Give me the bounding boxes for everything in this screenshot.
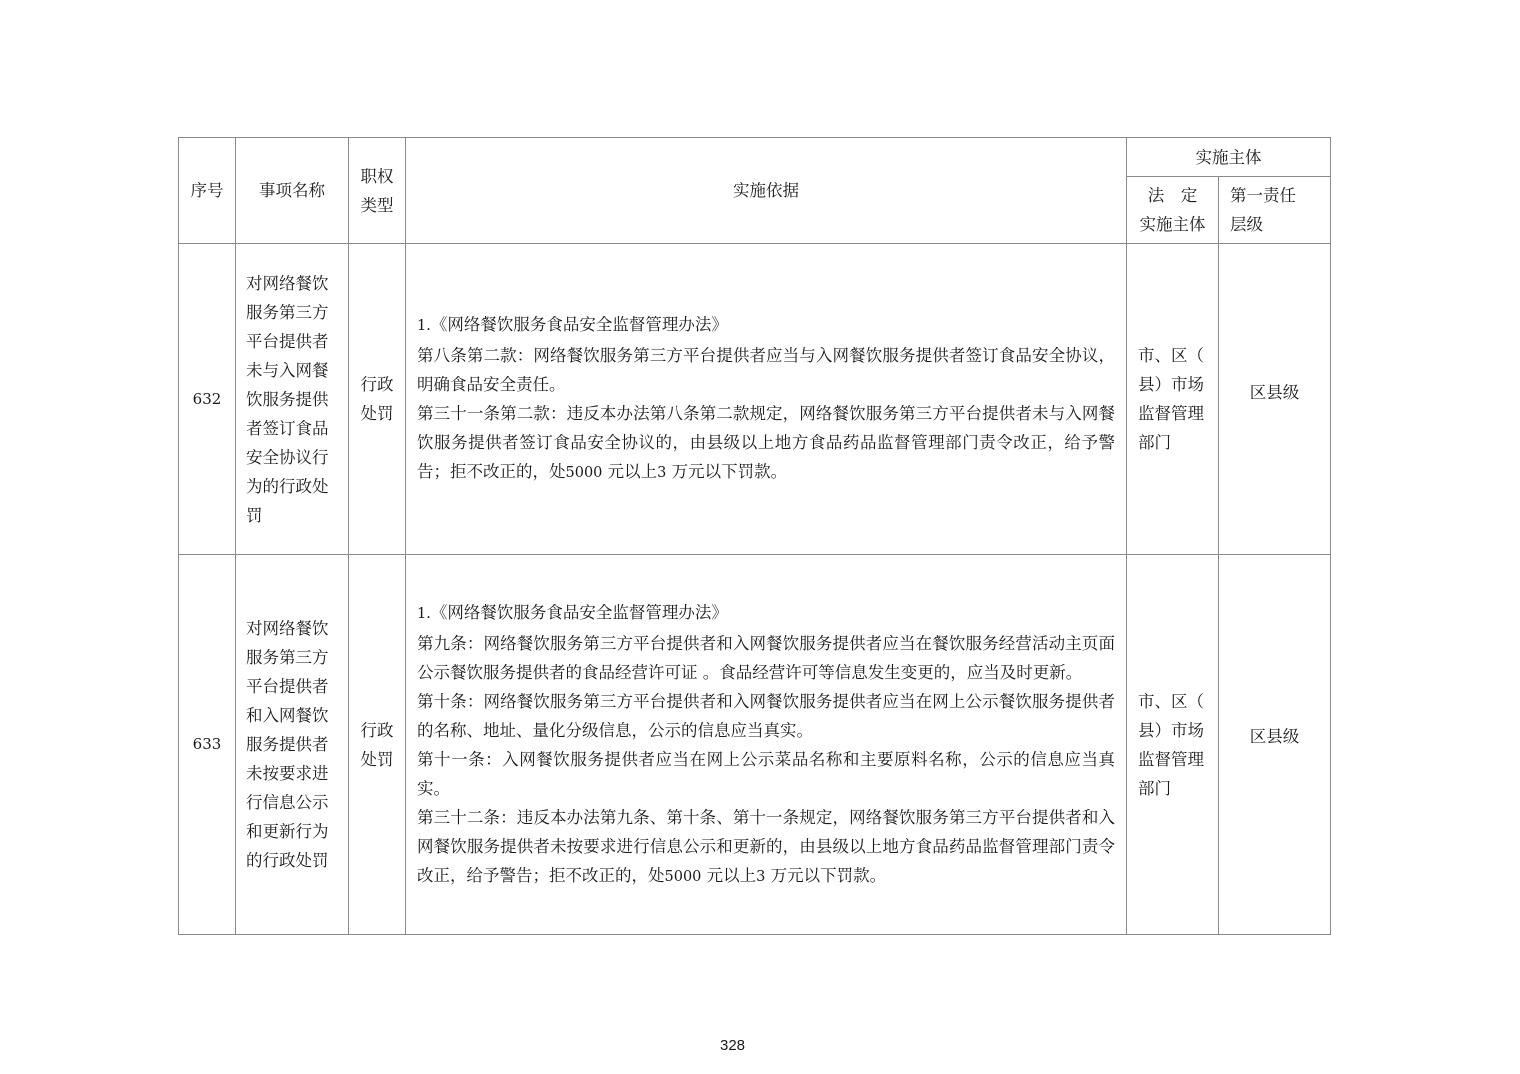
header-first-level-line1: 第一责任 <box>1230 186 1296 205</box>
type-line: 处罚 <box>360 749 394 769</box>
row-basis <box>406 244 1127 555</box>
header-basis: 实施依据 <box>406 138 1127 244</box>
header-first-level-line2: 层级 <box>1230 215 1263 234</box>
basis-title: 1.《网络餐饮服务食品安全监督管理办法》 <box>417 602 728 622</box>
name-line: 平台提供者 <box>246 677 329 696</box>
name-line: 未与入网餐 <box>246 360 329 380</box>
name-line: 服务第三方 <box>246 302 329 322</box>
row-seq: 632 <box>179 244 236 555</box>
header-legal-subject <box>1127 177 1219 244</box>
basis-paragraph: 第三十一条第二款：违反本办法第八条第二款规定，网络餐饮服务第三方平台提供者未与入网餐饮服务提供者签订食品安全协议的，由县级以上地方食品药品监督管理部门责令改正，给予警告；拒不改正的，处5000 元以上3 万元以下罚款。 <box>417 404 1115 481</box>
header-item-name: 事项名称 <box>236 138 349 244</box>
name-line: 服务提供者 <box>246 735 329 754</box>
type-line: 行政 <box>360 375 394 394</box>
name-line: 和更新行为 <box>246 822 329 841</box>
basis-title: 1.《网络餐饮服务食品安全监督管理办法》 <box>417 315 728 334</box>
header-legal-subject-line1: 法 定 <box>1147 186 1198 205</box>
header-legal-subject-line2: 实施主体 <box>1139 215 1206 234</box>
name-line: 服务第三方 <box>246 648 329 667</box>
row-power-type <box>349 244 406 555</box>
header-power-type-line1: 职权 <box>360 166 394 186</box>
subject-line: 部门 <box>1138 433 1171 452</box>
name-line: 为的行政处 <box>246 476 329 496</box>
name-line: 对网络餐饮 <box>246 619 329 638</box>
subject-line: 监督管理 <box>1138 749 1204 769</box>
header-power-type-line2: 类型 <box>360 195 394 215</box>
basis-paragraph: 第十条：网络餐饮服务第三方平台提供者和入网餐饮服务提供者应当在网上公示餐饮服务提供者的名称、地址、量化分级信息，公示的信息应当真实。 <box>417 691 1115 740</box>
name-line: 平台提供者 <box>246 331 329 351</box>
row-subject <box>1127 555 1219 935</box>
name-line: 饮服务提供 <box>246 389 329 409</box>
name-line: 对网络餐饮 <box>246 273 329 293</box>
enforcement-table <box>178 137 1331 935</box>
row-level: 区县级 <box>1219 244 1331 555</box>
row-seq: 633 <box>179 555 236 935</box>
subject-line: 县）市场 <box>1138 375 1204 394</box>
basis-paragraph: 第三十二条：违反本办法第九条、第十条、第十一条规定，网络餐饮服务第三方平台提供者和入网餐饮服务提供者未按要求进行信息公示和更新的，由县级以上地方食品药品监督管理部门责令改正，给予警告；拒不改正的，处5000 元以上3 万元以下罚款。 <box>417 807 1115 885</box>
table-row <box>179 244 1331 555</box>
subject-line: 县）市场 <box>1138 720 1204 740</box>
header-row-1 <box>179 138 1331 177</box>
header-power-type <box>349 138 406 244</box>
header-seq: 序号 <box>179 138 236 244</box>
name-line: 者签订食品 <box>246 418 329 438</box>
table-row <box>179 555 1331 935</box>
page-number: 328 <box>719 1037 746 1054</box>
name-line: 安全协议行 <box>246 447 329 467</box>
name-line: 未按要求进 <box>246 764 329 783</box>
row-basis <box>406 555 1127 935</box>
subject-line: 市、区（ <box>1138 346 1204 365</box>
subject-line: 监督管理 <box>1138 404 1204 423</box>
basis-paragraph: 第八条第二款：网络餐饮服务第三方平台提供者应当与入网餐饮服务提供者签订食品安全协议，明确食品安全责任。 <box>417 346 1115 394</box>
header-subject: 实施主体 <box>1127 138 1331 177</box>
basis-paragraph: 第十一条：入网餐饮服务提供者应当在网上公示菜品名称和主要原料名称，公示的信息应当真实。 <box>417 749 1115 798</box>
row-item-name <box>236 244 349 555</box>
row-subject <box>1127 244 1219 555</box>
type-line: 行政 <box>360 720 394 740</box>
header-first-level <box>1219 177 1331 244</box>
row-item-name <box>236 555 349 935</box>
name-line: 罚 <box>246 505 263 525</box>
name-line: 和入网餐饮 <box>246 706 329 725</box>
row-power-type <box>349 555 406 935</box>
name-line: 的行政处罚 <box>246 851 329 870</box>
type-line: 处罚 <box>360 404 394 423</box>
subject-line: 部门 <box>1138 778 1171 798</box>
basis-paragraph: 第九条：网络餐饮服务第三方平台提供者和入网餐饮服务提供者应当在餐饮服务经营活动主页面公示餐饮服务提供者的食品经营许可证 。食品经营许可等信息发生变更的，应当及时更新。 <box>417 633 1115 682</box>
row-level: 区县级 <box>1219 555 1331 935</box>
subject-line: 市、区（ <box>1138 691 1204 711</box>
name-line: 行信息公示 <box>246 793 329 812</box>
